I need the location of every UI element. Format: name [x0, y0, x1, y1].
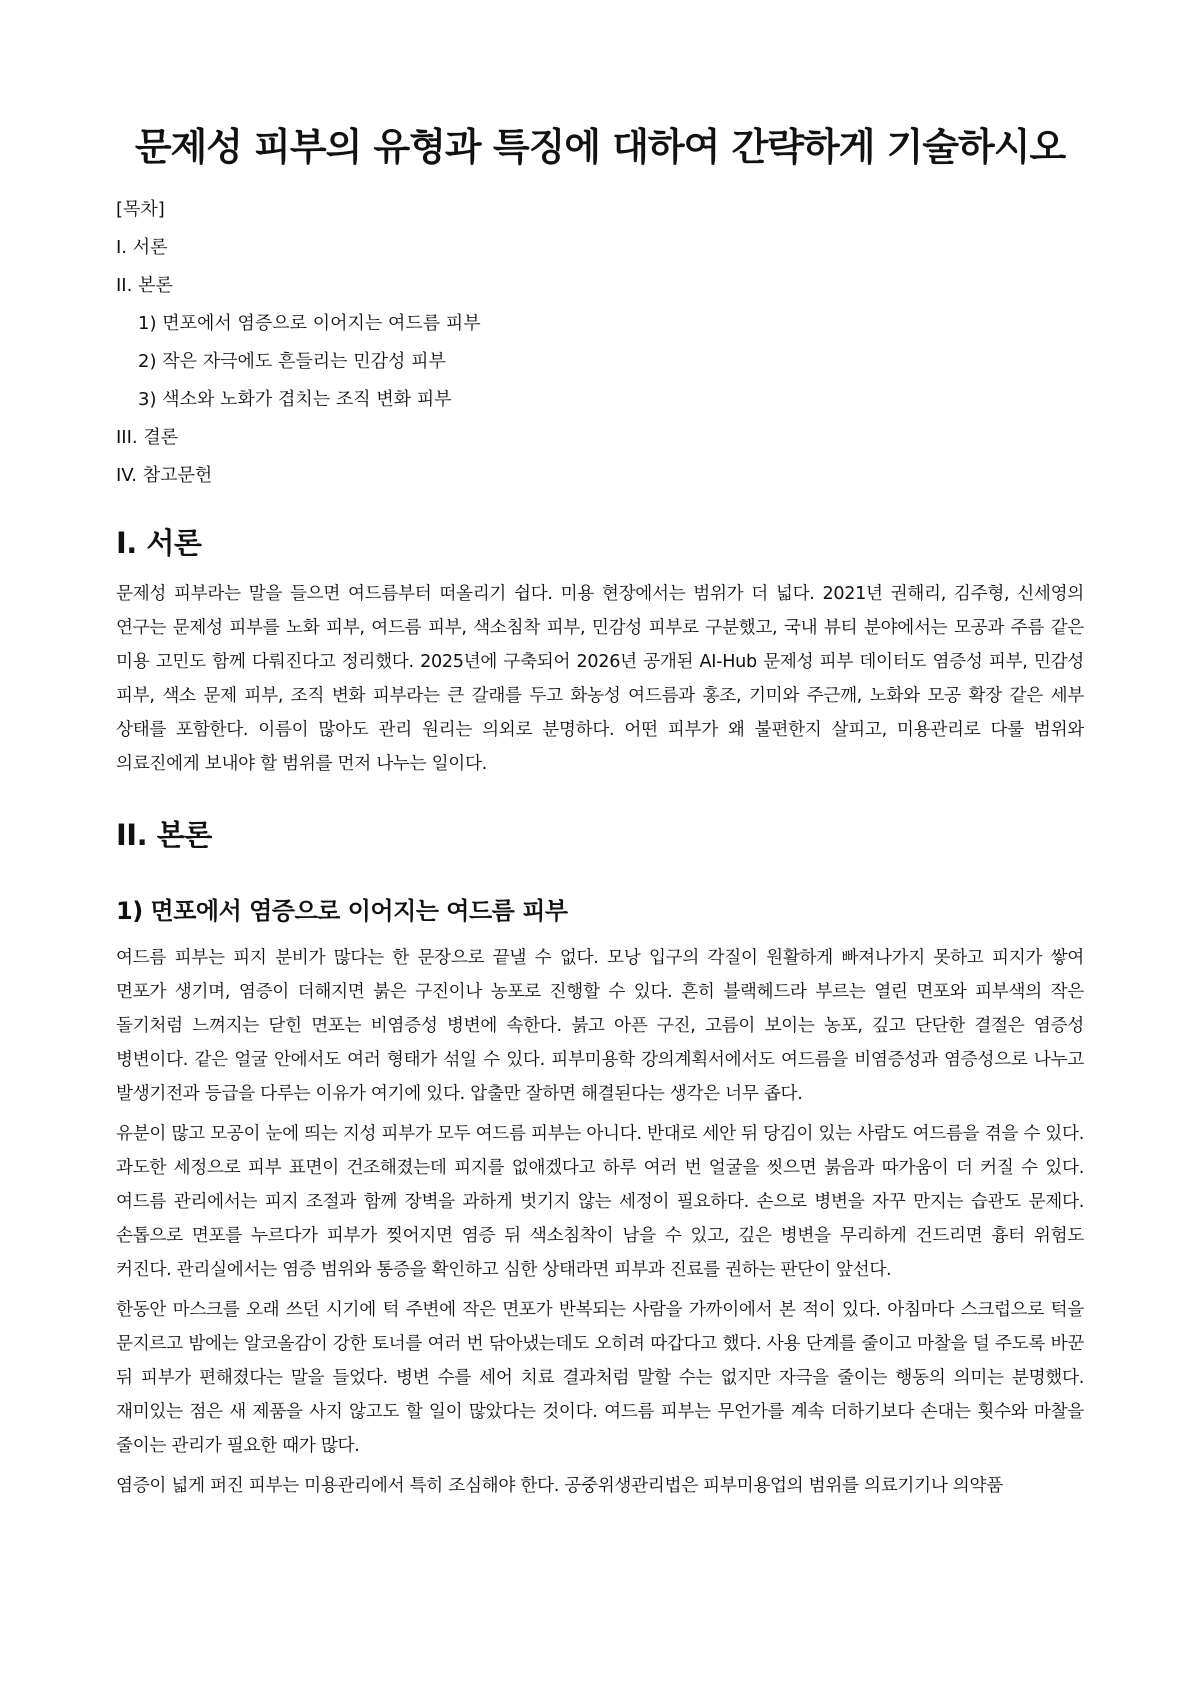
document-title: 문제성 피부의 유형과 특징에 대하여 간략하게 기술하시오: [134, 125, 1066, 169]
table-of-contents: [116, 191, 1084, 495]
toc-item-body: II. 본론: [116, 275, 173, 296]
toc-item-references: IV. 참고문헌: [116, 465, 213, 486]
acne-paragraph: 여드름 피부는 피지 분비가 많다는 한 문장으로 끝낼 수 없다. 모낭 입구의 각질이 원활하게 빠져나가지 못하고 피지가 쌓여 면포가 생기며, 염증이 더해지면 붉은 구진이나 농포로 진행할 수 있다. 흔히 블랙헤드라 부르는 열린 면포와 피부색의 작은 돌기처럼 느껴지는 닫힌 면포는 비염증성 병변에 속한다. 붉고 아픈 구진, 고름이 보이는 농포, 깊고 단단한 결절은 염증성 병변이다. 같은 얼굴 안에서도 여러 형태가 섞일 수 있다. 피부미용학 강의계획서에서도 여드름을 비염증성과 염증성으로 나누고 발생기전과 등급을 다루는 이유가 여기에 있다. 압출만 잘하면 해결된다는 생각은 너무 좁다.: [116, 948, 1084, 1104]
acne-paragraph: 유분이 많고 모공이 눈에 띄는 지성 피부가 모두 여드름 피부는 아니다. 반대로 세안 뒤 당김이 있는 사람도 여드름을 겪을 수 있다. 과도한 세정으로 피부 표면이 건조해졌는데 피지를 없애겠다고 하루 여러 번 얼굴을 씻으면 붉음과 따가움이 더 커질 수 있다. 여드름 관리에서는 피지 조절과 함께 장벽을 과하게 벗기지 않는 세정이 필요하다. 손으로 병변을 자꾸 만지는 습관도 문제다. 손톱으로 면포를 누르다가 피부가 찢어지면 염증 뒤 색소침착이 남을 수 있고, 깊은 병변을 무리하게 건드리면 흉터 위험도 커진다. 관리실에서는 염증 범위와 통증을 확인하고 심한 상태라면 피부과 진료를 권하는 판단이 앞선다.: [116, 1124, 1084, 1280]
subsection-heading-acne: 1) 면포에서 염증으로 이어지는 여드름 피부: [116, 897, 568, 925]
toc-heading: [목차]: [116, 199, 165, 220]
acne-paragraph: 염증이 넓게 퍼진 피부는 미용관리에서 특히 조심해야 한다. 공중위생관리법은 피부미용업의 범위를 의료기기나 의약품: [116, 1476, 1003, 1496]
toc-item-sub3: 3) 색소와 노화가 겹치는 조직 변화 피부: [138, 389, 452, 410]
intro-paragraph: 문제성 피부라는 말을 들으면 여드름부터 떠올리기 쉽다. 미용 현장에서는 범위가 더 넓다. 2021년 권해리, 김주형, 신세영의 연구는 문제성 피부를 노화 피부, 여드름 피부, 색소침착 피부, 민감성 피부로 구분했고, 국내 뷰티 분야에서는 모공과 주름 같은 미용 고민도 함께 다뤄진다고 정리했다. 2025년에 구축되어 2026년 공개된 AI-Hub 문제성 피부 데이터도 염증성 피부, 민감성 피부, 색소 문제 피부, 조직 변화 피부라는 큰 갈래를 두고 화농성 여드름과 홍조, 기미와 주근깨, 노화와 모공 확장 같은 세부 상태를 포함한다. 이름이 많아도 관리 원리는 의외로 분명하다. 어떤 피부가 왜 불편한지 살피고, 미용관리로 다룰 범위와 의료진에게 보내야 할 범위를 먼저 나누는 일이다.: [116, 584, 1084, 774]
toc-item-conclusion: III. 결론: [116, 427, 179, 448]
section-heading-intro: I. 서론: [116, 526, 202, 560]
toc-item-intro: I. 서론: [116, 237, 168, 258]
toc-item-sub2: 2) 작은 자극에도 흔들리는 민감성 피부: [138, 351, 446, 372]
section-heading-body: II. 본론: [116, 818, 212, 852]
acne-paragraph: 한동안 마스크를 오래 쓰던 시기에 턱 주변에 작은 면포가 반복되는 사람을 가까이에서 본 적이 있다. 아침마다 스크럽으로 턱을 문지르고 밤에는 알코올감이 강한 토너를 여러 번 닦아냈는데도 오히려 따갑다고 했다. 사용 단계를 줄이고 마찰을 덜 주도록 바꾼 뒤 피부가 편해졌다는 말을 들었다. 병변 수를 세어 치료 결과처럼 말할 수는 없지만 자극을 줄이는 행동의 의미는 분명했다. 재미있는 점은 새 제품을 사지 않고도 할 일이 많았다는 것이다. 여드름 피부는 무언가를 계속 더하기보다 손대는 횟수와 마찰을 줄이는 관리가 필요한 때가 많다.: [116, 1300, 1084, 1456]
toc-item-sub1: 1) 면포에서 염증으로 이어지는 여드름 피부: [138, 313, 481, 334]
